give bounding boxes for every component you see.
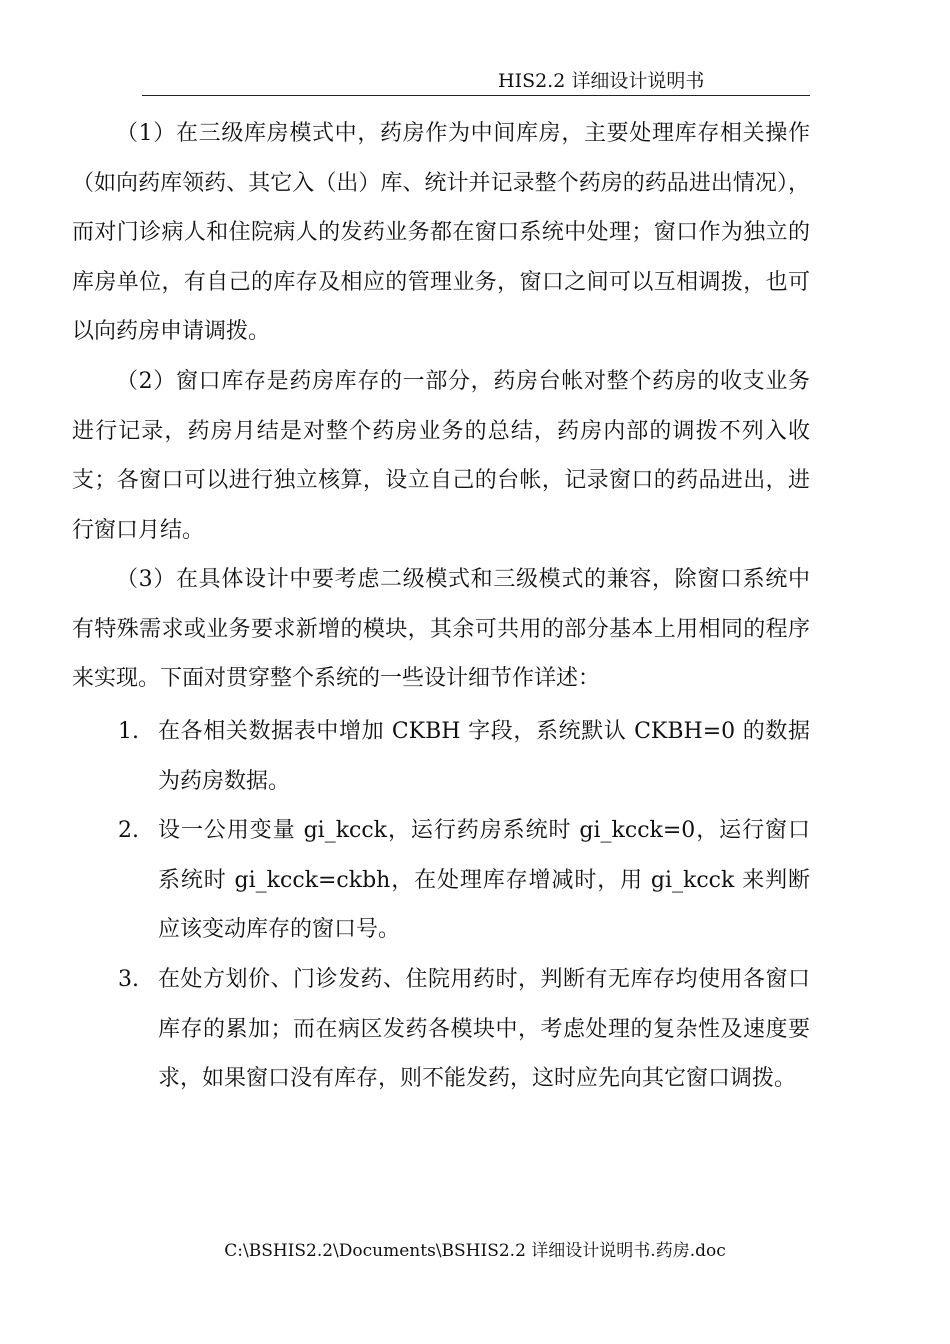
list-item-text: 设一公用变量 gi_kcck，运行药房系统时 gi_kcck=0，运行窗口系统时 gi_kcck=ckbh，在处理库存增减时，用 gi_kcck 来判断应该变动库存的窗口号。 <box>158 818 810 942</box>
list-item-number: 2. <box>118 818 139 843</box>
paragraph-1: （1）在三级库房模式中，药房作为中间库房，主要处理库存相关操作（如向药库领药、其它入（出）库、统计并记录整个药房的药品进出情况），而对门诊病人和住院病人的发药业务都在窗口系统中处理；窗口作为独立的库房单位，有自己的库存及相应的管理业务，窗口之间可以互相调拨，也可以向药房申请调拨。 <box>72 121 810 344</box>
page-header-title: HIS2.2 详细设计说明书 <box>498 70 705 92</box>
paragraph-2: （2）窗口库存是药房库存的一部分，药房台帐对整个药房的收支业务进行记录，药房月结是对整个药房业务的总结，药房内部的调拨不列入收支；各窗口可以进行独立核算，设立自己的台帐，记录窗口的药品进出，进行窗口月结。 <box>72 369 810 543</box>
list-item-text: 在各相关数据表中增加 CKBH 字段，系统默认 CKBH=0 的数据为药房数据。 <box>158 719 810 794</box>
list-item-2 <box>118 806 810 955</box>
list-item-3 <box>118 955 810 1104</box>
paragraph-3: （3）在具体设计中要考虑二级模式和三级模式的兼容，除窗口系统中有特殊需求或业务要求新增的模块，其余可共用的部分基本上用相同的程序来实现。下面对贯穿整个系统的一些设计细节作详述： <box>72 567 810 691</box>
list-item-1 <box>118 707 810 806</box>
page-footer-path: C:\BSHIS2.2\Documents\BSHIS2.2 详细设计说明书.药房.doc <box>224 1241 726 1261</box>
list-item-text: 在处方划价、门诊发药、住院用药时，判断有无库存均使用各窗口库存的累加；而在病区发药各模块中，考虑处理的复杂性及速度要求，如果窗口没有库存，则不能发药，这时应先向其它窗口调拨。 <box>158 967 810 1091</box>
list-item-number: 3. <box>118 967 139 992</box>
header-divider <box>142 95 810 96</box>
list-item-number: 1. <box>118 719 139 744</box>
